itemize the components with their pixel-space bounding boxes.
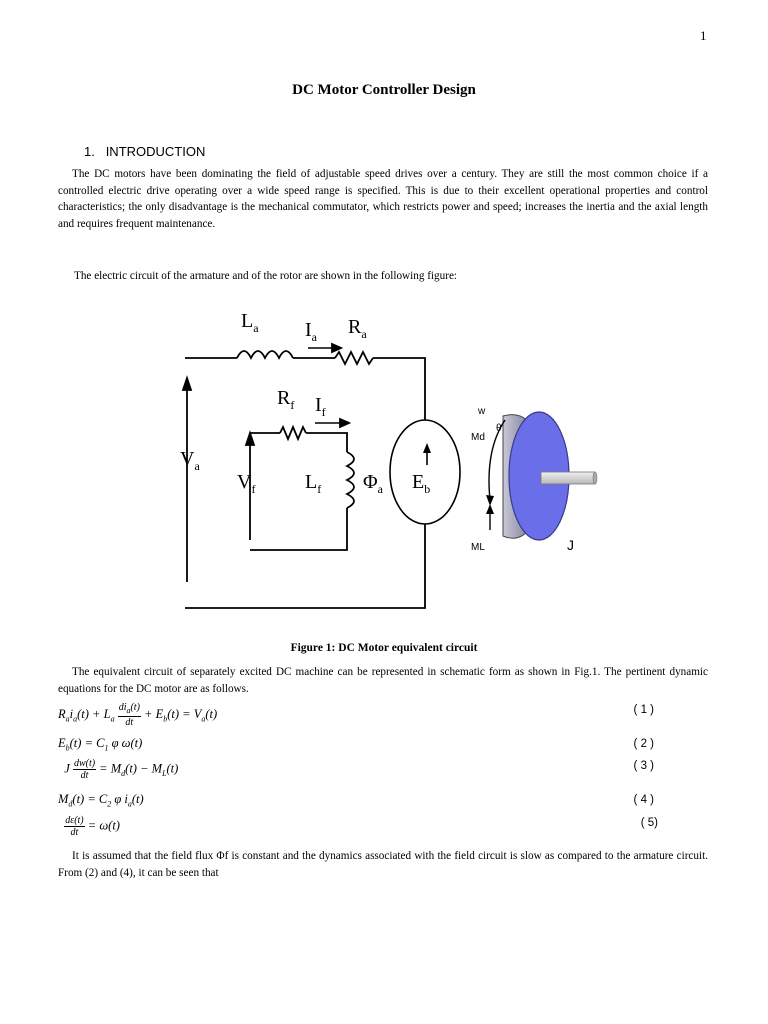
- label-vf: $V_f$: [237, 471, 256, 496]
- label-j: J: [567, 537, 574, 553]
- label-phia: $\Phi_a$: [363, 471, 383, 496]
- label-la: $L_a$: [241, 310, 259, 335]
- label-ia: $I_a$: [305, 319, 317, 344]
- armature-resistor: [335, 352, 373, 364]
- label-theta: θ: [496, 423, 502, 434]
- equation-2-number: ( 2 ): [633, 738, 654, 750]
- section-heading: [84, 144, 205, 159]
- label-eb: $E_b$: [412, 471, 431, 496]
- section-title: INTRODUCTION: [105, 144, 206, 159]
- equation-4: $M_d(t) = C_2$ φ $i_a(t)$ ( 4 ): [58, 792, 654, 809]
- label-va: $V_a$: [180, 448, 200, 473]
- field-resistor: [280, 427, 306, 439]
- section-number: 1.: [84, 144, 95, 159]
- field-flux-paragraph: It is assumed that the field flux Φf is constant and the dynamics associated with the field circuit is slow as compared to the armature circuit. From (2) and (4), it can be seen that: [58, 850, 708, 879]
- equation-3-number: ( 3 ): [633, 760, 654, 772]
- label-ml: ML: [471, 542, 485, 553]
- label-rf: $R_f$: [277, 387, 295, 412]
- label-w: w: [478, 406, 486, 417]
- intro-paragraph: The DC motors have been dominating the field of adjustable speed drives over a century. They are still the most common choice if a controlled electric drive operating over a wide speed range is specified. This is due to their excellent operational properties and control characteristics; the only disadvantage is the mechanical commutator, which restricts power and speed; increases the inertia and the axial length and requires frequent maintenance.: [58, 168, 708, 230]
- rotor-illustration: [486, 412, 597, 540]
- dc-motor-circuit-figure: [165, 300, 615, 620]
- equivalent-circuit-paragraph: The equivalent circuit of separately excited DC machine can be represented in schematic form as shown in Fig.1. The pertinent dynamic equations for the DC motor are as follows.: [58, 666, 708, 695]
- label-if: $I_f$: [315, 394, 326, 419]
- equation-5-number: ( 5): [640, 817, 658, 829]
- equation-2: $E_b(t) = C_1$ φ ω(t) ( 2 ): [58, 736, 654, 753]
- equation-1-number: ( 1 ): [633, 704, 654, 716]
- page-title: DC Motor Controller Design: [292, 82, 476, 98]
- figure-caption: Figure 1: DC Motor equivalent circuit: [290, 642, 478, 654]
- field-inductor-coil: [347, 452, 354, 508]
- equation-5: $\frac{d\varepsilon(t)}{dt}$ = ω(t) ( 5): [65, 815, 658, 838]
- page-number: 1: [700, 28, 707, 43]
- equation-3: J $\frac{dw(t)}{dt}$ = $M_d(t) - M_L(t)$ ( 3 ): [58, 758, 654, 781]
- figure-intro-paragraph: The electric circuit of the armature and of the rotor are shown in the following figure:: [74, 270, 458, 282]
- label-md: Md: [471, 432, 485, 443]
- emf-source: [390, 420, 460, 524]
- armature-inductor-coil: [237, 351, 293, 358]
- equation-4-number: ( 4 ): [633, 794, 654, 806]
- label-ra: $R_a$: [348, 316, 367, 341]
- label-lf: $L_f$: [305, 471, 322, 496]
- equation-1: $R_ai_a(t) + L_a$ $\frac{di_a(t)}{dt}$ + $E_b(t) = V_a(t)$ ( 1 ): [58, 702, 654, 728]
